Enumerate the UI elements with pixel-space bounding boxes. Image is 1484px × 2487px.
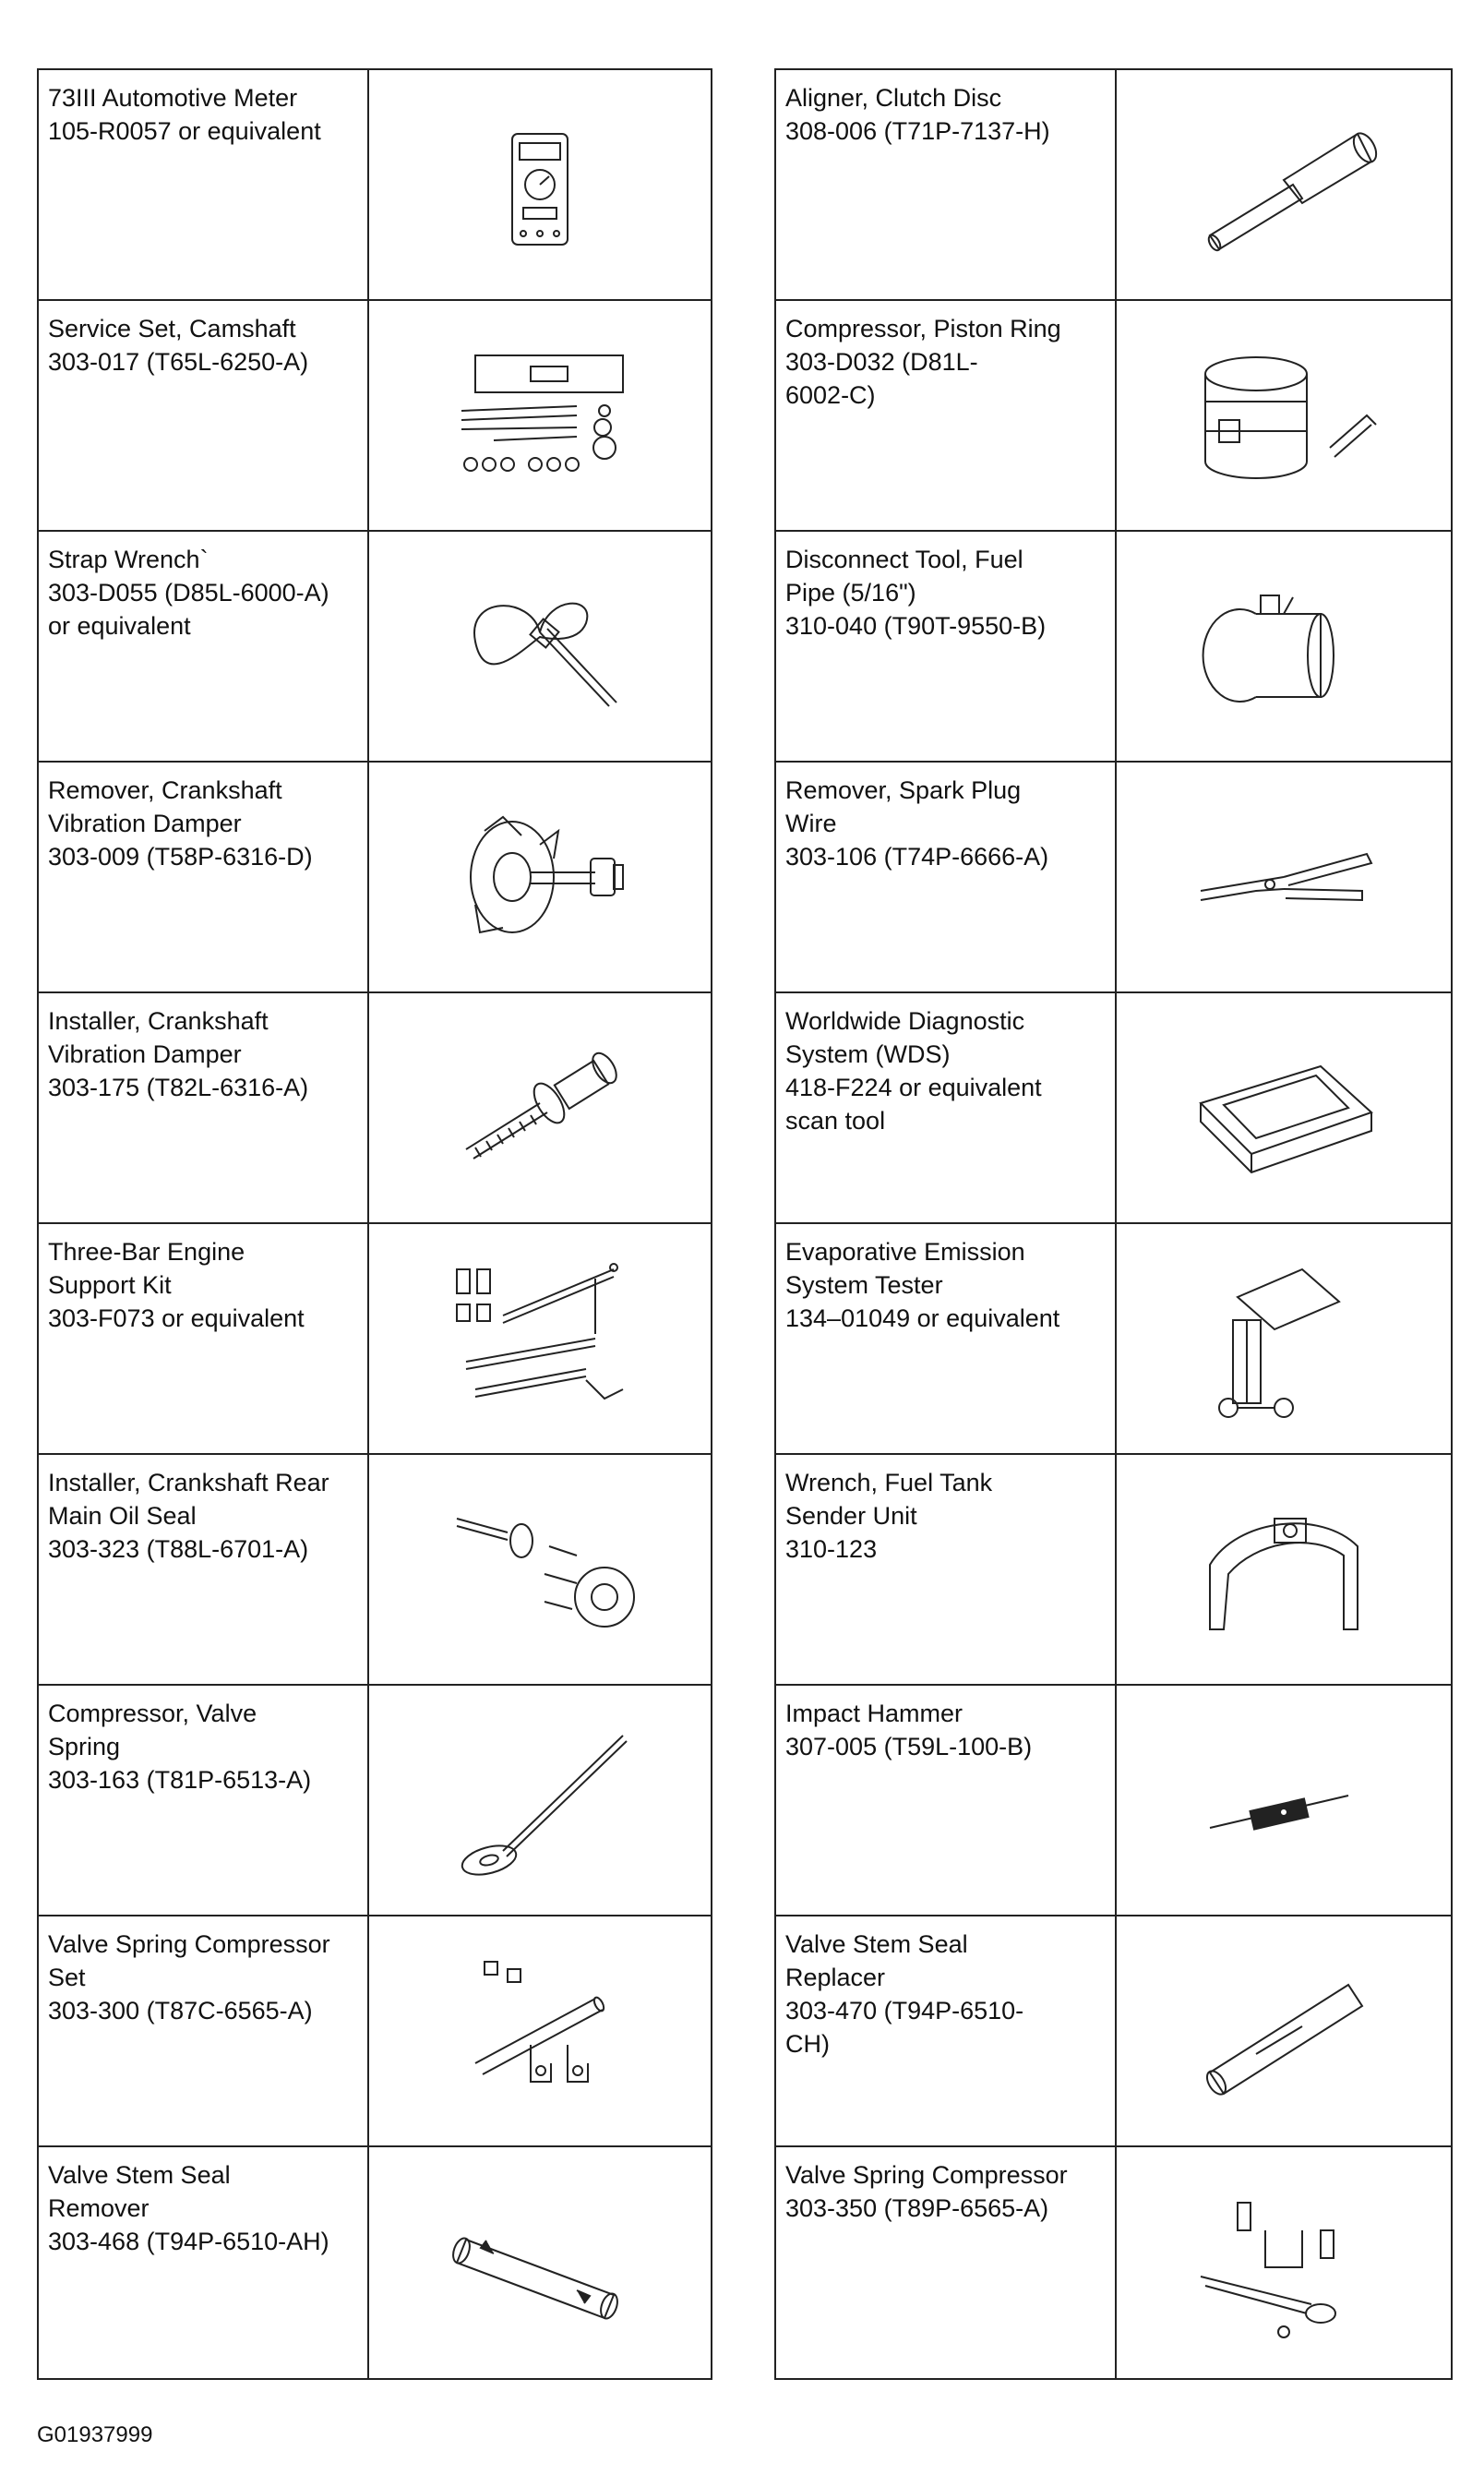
tool-description: Installer, Crankshaft Vibration Damper 303-175 (T82L-6316-A) xyxy=(39,993,369,1222)
damper-remover-icon xyxy=(438,789,641,965)
valve-spring-compressor-icon xyxy=(438,1712,641,1888)
tool-row xyxy=(39,70,711,301)
tool-picture-cell xyxy=(1117,532,1451,761)
tool-picture-cell xyxy=(369,1916,711,2145)
tool-picture-cell xyxy=(369,993,711,1222)
tool-row xyxy=(776,301,1451,532)
strap-wrench-icon xyxy=(438,559,641,734)
tool-picture-cell xyxy=(1117,993,1451,1222)
tool-row xyxy=(39,1455,711,1686)
evap-tester-icon xyxy=(1182,1251,1385,1426)
rear-seal-installer-icon xyxy=(438,1482,641,1657)
camshaft-service-set-icon xyxy=(438,328,641,503)
tool-picture-cell xyxy=(369,301,711,530)
tool-row xyxy=(776,70,1451,301)
figure-id: G01937999 xyxy=(37,2422,153,2447)
tool-picture-cell xyxy=(369,70,711,299)
tool-description: Service Set, Camshaft 303-017 (T65L-6250-A) xyxy=(39,301,369,530)
tool-description: Strap Wrench` 303-D055 (D85L-6000-A) or equivalent xyxy=(39,532,369,761)
diagnostic-tablet-icon xyxy=(1182,1020,1385,1195)
tool-picture-cell xyxy=(1117,301,1451,530)
tool-row xyxy=(776,532,1451,763)
multimeter-icon xyxy=(438,97,641,272)
left-tool-table xyxy=(37,68,712,2380)
tool-description: Remover, Crankshaft Vibration Damper 303-009 (T58P-6316-D) xyxy=(39,763,369,991)
tool-row xyxy=(776,763,1451,993)
tool-description: Worldwide Diagnostic System (WDS) 418-F224 or equivalent scan tool xyxy=(776,993,1117,1222)
tool-description: Aligner, Clutch Disc 308-006 (T71P-7137-H) xyxy=(776,70,1117,299)
tool-picture-cell xyxy=(369,2147,711,2378)
valve-stem-seal-remover-icon xyxy=(438,2175,641,2350)
tool-row xyxy=(776,1455,1451,1686)
tool-description: Disconnect Tool, Fuel Pipe (5/16") 310-040 (T90T-9550-B) xyxy=(776,532,1117,761)
tool-description: Valve Spring Compressor 303-350 (T89P-6565-A) xyxy=(776,2147,1117,2378)
valve-spring-compressor-2-icon xyxy=(1182,2175,1385,2350)
tool-picture-cell xyxy=(369,1686,711,1915)
tool-row xyxy=(39,532,711,763)
tool-row xyxy=(776,1916,1451,2147)
tool-description: Installer, Crankshaft Rear Main Oil Seal 303-323 (T88L-6701-A) xyxy=(39,1455,369,1684)
valve-stem-seal-replacer-icon xyxy=(1182,1943,1385,2119)
tool-row xyxy=(776,1686,1451,1916)
tool-row xyxy=(776,993,1451,1224)
tool-picture-cell xyxy=(1117,70,1451,299)
tool-picture-cell xyxy=(1117,763,1451,991)
tool-row xyxy=(39,301,711,532)
tool-description: Valve Spring Compressor Set 303-300 (T87C-6565-A) xyxy=(39,1916,369,2145)
tool-row xyxy=(39,763,711,993)
tool-description: Compressor, Piston Ring 303-D032 (D81L- 6002-C) xyxy=(776,301,1117,530)
tool-description: Impact Hammer 307-005 (T59L-100-B) xyxy=(776,1686,1117,1915)
tool-description: Evaporative Emission System Tester 134–01049 or equivalent xyxy=(776,1224,1117,1453)
tool-description: Three-Bar Engine Support Kit 303-F073 or equivalent xyxy=(39,1224,369,1453)
spark-plug-wire-remover-icon xyxy=(1182,789,1385,965)
clutch-aligner-icon xyxy=(1182,97,1385,272)
tool-description: 73III Automotive Meter 105-R0057 or equivalent xyxy=(39,70,369,299)
right-tool-table xyxy=(774,68,1453,2380)
piston-ring-compressor-icon xyxy=(1182,328,1385,503)
tool-row xyxy=(39,1916,711,2147)
tool-row xyxy=(39,1224,711,1455)
fuel-sender-wrench-icon xyxy=(1182,1482,1385,1657)
engine-support-kit-icon xyxy=(438,1251,641,1426)
tool-picture-cell xyxy=(369,1224,711,1453)
tool-row xyxy=(39,1686,711,1916)
impact-hammer-icon xyxy=(1182,1712,1385,1888)
tool-picture-cell xyxy=(1117,1455,1451,1684)
tool-picture-cell xyxy=(1117,2147,1451,2378)
tool-description: Wrench, Fuel Tank Sender Unit 310-123 xyxy=(776,1455,1117,1684)
tool-picture-cell xyxy=(369,532,711,761)
damper-installer-icon xyxy=(438,1020,641,1195)
fuel-disconnect-tool-icon xyxy=(1182,559,1385,734)
tool-row xyxy=(39,993,711,1224)
tool-picture-cell xyxy=(1117,1686,1451,1915)
tool-picture-cell xyxy=(1117,1916,1451,2145)
tool-row xyxy=(776,1224,1451,1455)
tool-row xyxy=(776,2147,1451,2378)
tool-description: Remover, Spark Plug Wire 303-106 (T74P-6666-A) xyxy=(776,763,1117,991)
tool-description: Compressor, Valve Spring 303-163 (T81P-6513-A) xyxy=(39,1686,369,1915)
tool-description: Valve Stem Seal Remover 303-468 (T94P-6510-AH) xyxy=(39,2147,369,2378)
tool-picture-cell xyxy=(369,763,711,991)
tool-picture-cell xyxy=(369,1455,711,1684)
tool-row xyxy=(39,2147,711,2378)
tool-picture-cell xyxy=(1117,1224,1451,1453)
valve-spring-compressor-set-icon xyxy=(438,1943,641,2119)
tool-description: Valve Stem Seal Replacer 303-470 (T94P-6510- CH) xyxy=(776,1916,1117,2145)
